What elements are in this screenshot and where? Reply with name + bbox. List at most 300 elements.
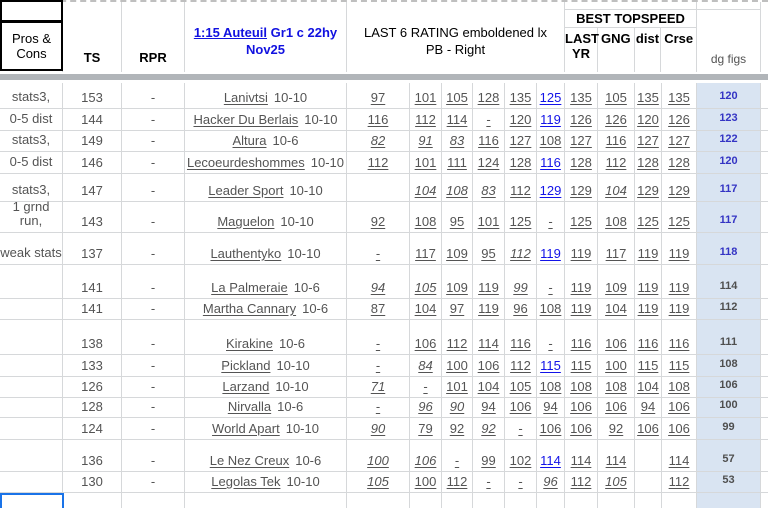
rating-cell[interactable] (442, 265, 473, 298)
horse-cell[interactable] (185, 202, 347, 232)
rpr-cell[interactable]: - (122, 202, 185, 232)
topspeed-cell[interactable] (662, 174, 697, 201)
rating-cell[interactable] (442, 320, 473, 354)
topspeed-cell[interactable] (635, 131, 662, 151)
topspeed-cell[interactable] (635, 377, 662, 397)
topspeed-cell[interactable] (565, 418, 598, 439)
pros-cons-cell[interactable] (0, 265, 63, 298)
rating-cell[interactable] (442, 299, 473, 319)
ts-cell[interactable]: 138 (63, 320, 122, 354)
grid-cell[interactable] (537, 493, 565, 508)
crse-column-header[interactable]: Crse (664, 31, 694, 46)
horse-name-link[interactable]: Lanivtsi (223, 90, 268, 105)
pros-cons-cell[interactable] (0, 131, 63, 151)
dg-figs-cell[interactable] (697, 152, 761, 173)
ts-cell[interactable]: 144 (63, 109, 122, 130)
selected-cell-outline[interactable] (0, 493, 64, 508)
topspeed-cell[interactable] (565, 377, 598, 397)
dg-figs-cell[interactable] (697, 472, 761, 492)
grid-cell[interactable] (598, 493, 635, 508)
topspeed-cell[interactable] (662, 472, 697, 492)
horse-name-link[interactable]: Larzand (222, 379, 270, 394)
horse-cell[interactable] (185, 109, 347, 130)
rating-cell[interactable] (473, 83, 505, 108)
topspeed-cell[interactable] (598, 299, 635, 319)
rating-cell[interactable] (505, 320, 537, 354)
topspeed-cell[interactable] (565, 355, 598, 376)
pros-cons-cell[interactable] (0, 199, 63, 232)
topspeed-cell[interactable] (598, 109, 635, 130)
rating-cell[interactable] (410, 233, 442, 264)
rating-cell[interactable] (537, 152, 565, 173)
rpr-cell[interactable]: - (122, 440, 185, 471)
dg-figs-cell[interactable] (697, 355, 761, 376)
topspeed-cell[interactable] (598, 152, 635, 173)
rpr-cell[interactable]: - (122, 83, 185, 108)
topspeed-cell[interactable] (662, 299, 697, 319)
topspeed-cell[interactable] (598, 418, 635, 439)
rating-cell[interactable] (505, 83, 537, 108)
topspeed-cell[interactable] (598, 265, 635, 298)
rating-value: - (375, 336, 381, 351)
ts-cell[interactable]: 137 (63, 233, 122, 264)
rating-cell[interactable] (473, 265, 505, 298)
rating-cell[interactable] (410, 418, 442, 439)
rating-cell[interactable] (442, 355, 473, 376)
dist-column-header[interactable]: dist (635, 28, 662, 72)
rating-cell[interactable] (537, 320, 565, 354)
rating-value[interactable]: 125 (539, 90, 562, 105)
horse-name-link[interactable]: Pickland (221, 358, 271, 373)
table-body (0, 83, 768, 493)
horse-name-link[interactable]: Martha Cannary (202, 301, 297, 316)
rating-cell[interactable] (473, 398, 505, 417)
rating-cell[interactable] (410, 299, 442, 319)
horse-name-link[interactable]: Legolas Tek (211, 474, 281, 489)
topspeed-cell[interactable] (662, 131, 697, 151)
grid-cell[interactable] (63, 493, 122, 508)
dg-figs-cell[interactable] (697, 418, 761, 439)
rating-cell[interactable] (505, 377, 537, 397)
ts-cell[interactable]: 124 (63, 418, 122, 439)
rating-cell[interactable] (537, 83, 565, 108)
rating-cell[interactable] (473, 131, 505, 151)
topspeed-cell[interactable] (565, 265, 598, 298)
rating-cell[interactable] (505, 131, 537, 151)
dg-figs-cell[interactable] (697, 398, 761, 417)
rating-cell[interactable] (473, 440, 505, 471)
rating-cell[interactable] (442, 83, 473, 108)
topspeed-cell[interactable] (565, 109, 598, 130)
grid-cell[interactable] (505, 493, 537, 508)
rating-cell[interactable] (505, 398, 537, 417)
rating-cell[interactable] (347, 152, 410, 173)
rating-cell[interactable] (410, 202, 442, 232)
bottom-partial-row (0, 493, 768, 508)
rating-cell[interactable] (347, 472, 410, 492)
pros-cons-cell[interactable] (0, 174, 63, 201)
rating-cell[interactable] (537, 440, 565, 471)
horse-cell[interactable] (185, 418, 347, 439)
rating-cell[interactable] (442, 109, 473, 130)
ts-cell[interactable]: 130 (63, 472, 122, 492)
rating-cell[interactable] (442, 398, 473, 417)
rating-cell[interactable] (410, 355, 442, 376)
dg-figs-cell[interactable] (697, 174, 761, 201)
rating-cell[interactable] (347, 265, 410, 298)
rating-cell[interactable] (505, 152, 537, 173)
best-topspeed-header[interactable] (565, 10, 696, 28)
topspeed-cell[interactable] (598, 131, 635, 151)
rating-cell[interactable] (537, 398, 565, 417)
rating-cell[interactable] (473, 152, 505, 173)
rating-cell[interactable] (505, 265, 537, 298)
rating-cell[interactable] (537, 174, 565, 201)
dg-figs-cell[interactable] (697, 320, 761, 354)
topspeed-cell[interactable] (635, 398, 662, 417)
rating-cell[interactable] (347, 109, 410, 130)
grid-cell[interactable] (185, 493, 347, 508)
rpr-cell[interactable]: - (122, 131, 185, 151)
horse-cell[interactable] (185, 83, 347, 108)
horse-name-link[interactable]: Leader Sport (208, 183, 284, 198)
topspeed-cell[interactable] (635, 320, 662, 354)
horse-cell[interactable] (185, 131, 347, 151)
topspeed-cell[interactable] (635, 109, 662, 130)
rating-cell[interactable] (442, 377, 473, 397)
rating-cell[interactable] (505, 472, 537, 492)
ts-cell[interactable]: 146 (63, 152, 122, 173)
rating-cell[interactable] (473, 299, 505, 319)
rpr-cell[interactable]: - (122, 152, 185, 173)
rating-value[interactable]: 119 (540, 246, 561, 261)
rpr-cell[interactable]: - (122, 109, 185, 130)
grid-cell[interactable] (697, 493, 761, 508)
topspeed-cell[interactable] (565, 320, 598, 354)
horse-cell[interactable] (185, 299, 347, 319)
rating-cell[interactable] (410, 398, 442, 417)
rating-cell[interactable] (347, 320, 410, 354)
topspeed-cell[interactable] (565, 299, 598, 319)
topspeed-cell[interactable] (635, 418, 662, 439)
topspeed-cell[interactable] (598, 174, 635, 201)
rating-cell[interactable] (347, 418, 410, 439)
topspeed-cell[interactable] (565, 440, 598, 471)
topspeed-cell[interactable] (635, 152, 662, 173)
horse-cell[interactable] (185, 152, 347, 173)
ts-cell[interactable]: 133 (63, 355, 122, 376)
horse-cell[interactable] (185, 398, 347, 417)
dg-figs-cell[interactable] (697, 83, 761, 108)
topspeed-cell[interactable] (565, 83, 598, 108)
dg-figs-column-header[interactable] (697, 10, 761, 72)
rating-cell[interactable] (537, 472, 565, 492)
topspeed-cell[interactable] (662, 233, 697, 264)
gng-column-header[interactable]: GNG (598, 28, 635, 72)
rating-cell[interactable] (347, 233, 410, 264)
rating-cell[interactable] (347, 131, 410, 151)
dg-figs-cell[interactable] (697, 131, 761, 151)
rating-cell[interactable] (410, 265, 442, 298)
pros-cons-cell[interactable] (0, 377, 63, 397)
race-link[interactable]: 1:15 Auteuil (193, 25, 268, 40)
horse-cell[interactable] (185, 355, 347, 376)
ts-column-header[interactable] (63, 10, 122, 72)
rpr-cell[interactable]: - (122, 377, 185, 397)
rating-cell[interactable] (537, 202, 565, 232)
horse-name-link[interactable]: Kirakine (226, 336, 273, 351)
rpr-cell[interactable]: - (122, 418, 185, 439)
topspeed-cell[interactable] (598, 320, 635, 354)
ts-cell[interactable]: 128 (63, 398, 122, 417)
rating-value: 91 (418, 133, 433, 148)
rating-cell[interactable] (410, 152, 442, 173)
rating-cell[interactable] (347, 355, 410, 376)
rating-cell[interactable] (537, 299, 565, 319)
rpr-column-header[interactable] (122, 10, 185, 72)
boxed-empty-cell[interactable] (0, 0, 63, 22)
topspeed-cell[interactable] (635, 233, 662, 264)
rating-cell[interactable] (473, 355, 505, 376)
grid-cell[interactable] (347, 493, 410, 508)
grid-cell[interactable] (122, 493, 185, 508)
dg-figs-cell[interactable] (697, 233, 761, 264)
topspeed-cell[interactable] (565, 233, 598, 264)
rating-cell[interactable] (347, 174, 410, 201)
rating-cell[interactable] (347, 299, 410, 319)
topspeed-cell[interactable] (565, 202, 598, 232)
grid-cell[interactable] (410, 493, 442, 508)
pros-cons-cell[interactable] (0, 299, 63, 319)
topspeed-value: 106 (668, 421, 690, 436)
rating-cell[interactable] (505, 202, 537, 232)
horse-name-link[interactable]: Maguelon (217, 214, 275, 229)
rating-cell[interactable] (442, 152, 473, 173)
topspeed-cell[interactable] (635, 265, 662, 298)
race-title-cell[interactable] (185, 10, 347, 72)
ts-cell[interactable]: 126 (63, 377, 122, 397)
topspeed-value: 119 (570, 301, 592, 316)
topspeed-cell[interactable] (598, 398, 635, 417)
ts-cell[interactable]: 141 (63, 299, 122, 319)
topspeed-cell[interactable] (565, 131, 598, 151)
topspeed-cell[interactable] (662, 418, 697, 439)
rpr-cell[interactable]: - (122, 233, 185, 264)
rating-cell[interactable] (473, 472, 505, 492)
horse-cell[interactable] (185, 174, 347, 201)
rating-cell[interactable] (473, 320, 505, 354)
topspeed-cell[interactable] (635, 202, 662, 232)
rating-cell[interactable] (473, 233, 505, 264)
pros-cons-cell[interactable] (0, 398, 63, 417)
pros-cons-cell[interactable] (0, 355, 63, 376)
rating-cell[interactable] (442, 131, 473, 151)
topspeed-cell[interactable] (565, 472, 598, 492)
rating-cell[interactable] (442, 440, 473, 471)
lastyr-column-header[interactable]: LAST YR (565, 28, 598, 72)
topspeed-cell[interactable] (565, 152, 598, 173)
pros-cons-cell[interactable] (0, 233, 63, 264)
topspeed-cell[interactable] (598, 377, 635, 397)
rating-value[interactable]: 114 (540, 453, 561, 468)
rating-cell[interactable] (537, 418, 565, 439)
topspeed-cell[interactable] (598, 233, 635, 264)
horse-name-link[interactable]: Lecoeurdeshommes (186, 155, 305, 170)
topspeed-cell[interactable] (598, 440, 635, 471)
topspeed-cell[interactable] (662, 202, 697, 232)
pros-cons-cell[interactable] (0, 83, 63, 108)
rating-cell[interactable] (505, 440, 537, 471)
topspeed-cell[interactable] (635, 355, 662, 376)
topspeed-cell[interactable] (662, 265, 697, 298)
ts-cell[interactable]: 141 (63, 265, 122, 298)
dg-figs-cell[interactable] (697, 109, 761, 130)
pros-cons-cell[interactable] (0, 320, 63, 354)
pros-cons-cell[interactable] (0, 440, 63, 471)
pros-cons-cell[interactable] (0, 418, 63, 439)
rating-cell[interactable] (410, 131, 442, 151)
rating-cell[interactable] (473, 418, 505, 439)
dg-figs-cell[interactable] (697, 265, 761, 298)
rpr-cell[interactable]: - (122, 299, 185, 319)
grid-cell[interactable] (442, 493, 473, 508)
rating-cell[interactable] (442, 174, 473, 201)
rating-cell[interactable] (537, 265, 565, 298)
topspeed-cell[interactable] (598, 202, 635, 232)
rating-cell[interactable] (473, 174, 505, 201)
rating-cell[interactable] (505, 418, 537, 439)
rating-cell[interactable] (410, 174, 442, 201)
dg-figs-cell[interactable] (697, 299, 761, 319)
horse-name-link[interactable]: World Apart (212, 421, 280, 436)
ts-cell[interactable]: 149 (63, 131, 122, 151)
topspeed-cell[interactable] (635, 83, 662, 108)
horse-name-link[interactable]: Altura (232, 133, 267, 148)
topspeed-cell[interactable] (662, 355, 697, 376)
rating-cell[interactable] (442, 233, 473, 264)
dg-figs-cell[interactable] (697, 377, 761, 397)
horse-cell[interactable] (185, 233, 347, 264)
horse-cell[interactable] (185, 472, 347, 492)
rating-cell[interactable] (410, 83, 442, 108)
horse-cell[interactable] (185, 440, 347, 471)
rpr-cell[interactable]: - (122, 398, 185, 417)
rating-value[interactable]: 119 (540, 112, 561, 127)
rating-cell[interactable] (410, 440, 442, 471)
grid-cell[interactable] (565, 493, 598, 508)
topspeed-cell[interactable] (662, 109, 697, 130)
rating-cell[interactable] (442, 418, 473, 439)
dg-figs-cell[interactable] (697, 202, 761, 232)
horse-cell[interactable] (185, 265, 347, 298)
rating-value[interactable]: 116 (540, 155, 561, 170)
topspeed-cell[interactable] (598, 472, 635, 492)
horse-name-link[interactable]: Lauthentyko (210, 246, 282, 261)
rpr-cell[interactable]: - (122, 265, 185, 298)
topspeed-cell[interactable] (662, 377, 697, 397)
pros-cons-cell[interactable] (0, 472, 63, 492)
topspeed-cell[interactable] (662, 320, 697, 354)
rating-cell[interactable] (347, 202, 410, 232)
ts-cell[interactable]: 147 (63, 174, 122, 201)
horse-name-link[interactable]: Nirvalla (227, 399, 272, 414)
rpr-cell[interactable]: - (122, 355, 185, 376)
grid-cell[interactable] (473, 493, 505, 508)
grid-cell[interactable] (635, 493, 662, 508)
rating-cell[interactable] (505, 174, 537, 201)
topspeed-cell[interactable] (662, 398, 697, 417)
topspeed-cell[interactable] (662, 83, 697, 108)
ts-cell[interactable]: 143 (63, 202, 122, 232)
topspeed-cell[interactable] (635, 299, 662, 319)
ts-cell[interactable]: 153 (63, 83, 122, 108)
last6-rating-header[interactable] (347, 10, 565, 72)
rating-cell[interactable] (537, 131, 565, 151)
rating-cell[interactable] (347, 398, 410, 417)
freeze-divider-bar[interactable] (0, 72, 768, 83)
rating-cell[interactable] (410, 109, 442, 130)
topspeed-cell[interactable] (598, 83, 635, 108)
topspeed-value: 109 (605, 280, 627, 295)
rating-cell[interactable] (505, 299, 537, 319)
rating-cell[interactable] (442, 472, 473, 492)
rating-cell[interactable] (347, 377, 410, 397)
topspeed-cell[interactable] (635, 440, 662, 471)
horse-name-link[interactable]: Hacker Du Berlais (193, 112, 299, 127)
rpr-cell[interactable]: - (122, 320, 185, 354)
rating-cell[interactable] (537, 233, 565, 264)
dg-figs-cell[interactable] (697, 440, 761, 471)
pros-cons-cell[interactable] (0, 109, 63, 130)
rating-cell[interactable] (537, 377, 565, 397)
rating-cell[interactable] (347, 440, 410, 471)
rating-cell[interactable] (505, 355, 537, 376)
topspeed-cell[interactable] (662, 440, 697, 471)
rating-value[interactable]: 115 (540, 358, 561, 373)
rating-cell[interactable] (442, 202, 473, 232)
rpr-cell[interactable]: - (122, 472, 185, 492)
rating-cell[interactable] (505, 109, 537, 130)
horse-name-link[interactable]: La Palmeraie (211, 280, 288, 295)
rating-cell[interactable] (410, 472, 442, 492)
horse-cell[interactable] (185, 320, 347, 354)
pros-cons-cell[interactable] (0, 152, 63, 173)
rating-cell[interactable] (473, 202, 505, 232)
topspeed-cell[interactable] (565, 174, 598, 201)
rating-cell[interactable] (410, 320, 442, 354)
rating-value[interactable]: 129 (539, 183, 562, 198)
topspeed-cell[interactable] (635, 472, 662, 492)
rating-cell[interactable] (473, 377, 505, 397)
ts-cell[interactable]: 136 (63, 440, 122, 471)
topspeed-cell[interactable] (635, 174, 662, 201)
rating-cell[interactable] (410, 377, 442, 397)
rating-cell[interactable] (347, 83, 410, 108)
pros-cons-header[interactable] (0, 21, 63, 71)
grid-cell[interactable] (662, 493, 697, 508)
rating-cell[interactable] (537, 109, 565, 130)
topspeed-cell[interactable] (598, 355, 635, 376)
rating-value: 90 (370, 421, 386, 436)
topspeed-cell[interactable] (662, 152, 697, 173)
topspeed-cell[interactable] (565, 398, 598, 417)
rating-cell[interactable] (505, 233, 537, 264)
horse-cell[interactable] (185, 377, 347, 397)
rating-cell[interactable] (473, 109, 505, 130)
rating-cell[interactable] (537, 355, 565, 376)
horse-name-link[interactable]: Le Nez Creux (209, 453, 290, 468)
rpr-cell[interactable]: - (122, 174, 185, 201)
